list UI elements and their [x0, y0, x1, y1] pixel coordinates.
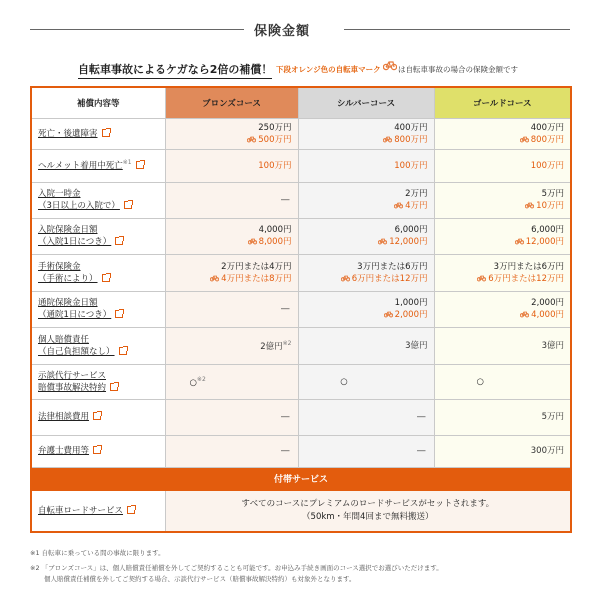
- row-label[interactable]: 入院保険金日額: [38, 225, 98, 235]
- bronze-value-cell: [165, 182, 298, 218]
- gold-value-cell: [434, 435, 571, 467]
- row-label[interactable]: 法律相談費用: [38, 412, 90, 422]
- bronze-value-cell: [165, 327, 298, 364]
- lead-text: 自転車事故によるケガなら2倍の補償！: [78, 61, 272, 79]
- amount: 300万円: [530, 446, 564, 456]
- row-sublabel[interactable]: （3日以上の入院で）: [38, 201, 120, 211]
- base-amount: 5万円: [541, 189, 564, 199]
- external-link-icon[interactable]: [127, 506, 135, 514]
- header-bronze: ブロンズコース: [165, 87, 298, 118]
- table-row: [31, 327, 571, 364]
- amount: ―: [281, 412, 290, 422]
- external-link-icon[interactable]: [115, 310, 123, 318]
- bicycle-amount: 4万円: [305, 200, 428, 212]
- bronze-value-cell: [165, 254, 298, 291]
- gold-value-cell: [434, 218, 571, 254]
- silver-value-cell: [298, 118, 434, 149]
- table-row: [31, 118, 571, 149]
- silver-value-cell: [298, 435, 434, 467]
- amount: ―: [417, 446, 426, 456]
- external-link-icon[interactable]: [93, 412, 101, 420]
- external-link-icon[interactable]: [119, 347, 127, 355]
- row-sublabel[interactable]: （入院1日につき）: [38, 237, 112, 247]
- footnote-2-cont: 個人賠償責任補償を外してご契約する場合、示談代行サービス（賠償事故解決特約）も対象外となります。: [44, 575, 356, 583]
- row-label-cell[interactable]: [31, 149, 165, 182]
- table-row: [31, 182, 571, 218]
- header-silver: シルバーコース: [298, 87, 434, 118]
- row-label-cell[interactable]: [31, 218, 165, 254]
- section-header: [0, 0, 600, 40]
- bicycle-amount: 10万円: [441, 200, 565, 212]
- table-row: [31, 149, 571, 182]
- header-gold: ゴールドコース: [434, 87, 571, 118]
- external-link-icon[interactable]: [124, 201, 132, 209]
- silver-value-cell: [298, 149, 434, 182]
- bronze-value-cell: [165, 149, 298, 182]
- bicycle-amount: 6万円または12万円: [441, 273, 565, 285]
- coverage-table: [30, 86, 572, 533]
- amount: ○: [189, 377, 197, 388]
- amount: ○: [476, 376, 484, 387]
- row-label[interactable]: 手術保険金: [38, 261, 81, 272]
- bronze-value-cell: [165, 364, 298, 399]
- amount: 100万円: [258, 160, 292, 171]
- base-amount: 3万円または6万円: [357, 261, 428, 272]
- table-row: [31, 254, 571, 291]
- row-label-cell[interactable]: [31, 327, 165, 364]
- row-label-cell[interactable]: [31, 435, 165, 467]
- amount: 100万円: [530, 160, 564, 171]
- external-link-icon[interactable]: [102, 129, 110, 137]
- row-sublabel[interactable]: （自己負担額なし）: [38, 346, 115, 357]
- amount-note: ※2: [196, 376, 206, 384]
- gold-value-cell: [434, 364, 571, 399]
- bicycle-amount: 800万円: [441, 134, 565, 146]
- row-sublabel[interactable]: （手術により）: [38, 273, 98, 284]
- section-title: 保険金額: [254, 24, 311, 39]
- amount: 100万円: [394, 160, 428, 171]
- bicycle-amount: 4万円または8万円: [172, 273, 292, 285]
- base-amount: 6,000円: [394, 225, 428, 235]
- silver-value-cell: [298, 364, 434, 399]
- gold-value-cell: [434, 182, 571, 218]
- sub-section-header: 付帯サービス: [31, 467, 571, 490]
- external-link-icon[interactable]: [93, 446, 101, 454]
- amount: ―: [281, 195, 290, 205]
- gold-value-cell: [434, 399, 571, 435]
- row-label-cell[interactable]: [31, 291, 165, 327]
- divider-left: [30, 29, 244, 30]
- row-label[interactable]: 個人賠償責任: [38, 334, 90, 345]
- bronze-value-cell: [165, 118, 298, 149]
- row-label[interactable]: 弁護士費用等: [38, 446, 90, 456]
- base-amount: 2,000円: [531, 298, 564, 308]
- bicycle-icon: [383, 59, 397, 74]
- footnote-1: ※1 自転車に乗っている間の事故に限ります。: [30, 549, 165, 557]
- external-link-icon[interactable]: [115, 237, 123, 245]
- bicycle-amount: 12,000円: [305, 236, 428, 248]
- bicycle-amount: 4,000円: [441, 309, 565, 321]
- row-label[interactable]: 死亡・後遺障害: [38, 128, 98, 139]
- external-link-icon[interactable]: [102, 274, 110, 282]
- gold-value-cell: [434, 254, 571, 291]
- road-service-line1: すべてのコースにプレミアムのロードサービスがセットされます。: [241, 498, 495, 509]
- base-amount: 3万円または6万円: [493, 261, 564, 272]
- gold-value-cell: [434, 149, 571, 182]
- bronze-value-cell: [165, 291, 298, 327]
- silver-value-cell: [298, 218, 434, 254]
- bicycle-note: は自転車事故の場合の保険金額です: [398, 65, 518, 74]
- amount: ―: [417, 412, 426, 422]
- subhead: [0, 40, 600, 82]
- road-service-label-cell[interactable]: [31, 490, 165, 532]
- table-row: [31, 218, 571, 254]
- base-amount: 6,000円: [531, 225, 564, 235]
- table-row: [31, 291, 571, 327]
- row-label[interactable]: 入院一時金: [38, 189, 81, 199]
- table-row: [31, 435, 571, 467]
- row-label[interactable]: ヘルメット着用中死亡: [38, 160, 123, 171]
- amount: 3億円: [541, 340, 564, 351]
- amount: ○: [340, 376, 348, 387]
- base-amount: 4,000円: [258, 225, 292, 235]
- base-amount: 2万円: [405, 189, 428, 199]
- bicycle-amount: 800万円: [305, 134, 428, 146]
- silver-value-cell: [298, 182, 434, 218]
- row-label[interactable]: 通院保険金日額: [38, 298, 98, 308]
- road-service-line2: （50km・年間4回まで無料搬送）: [302, 511, 434, 522]
- base-amount: 400万円: [530, 122, 564, 133]
- silver-value-cell: [298, 291, 434, 327]
- row-label-cell[interactable]: [31, 182, 165, 218]
- amount: 2億円: [260, 341, 283, 352]
- bronze-value-cell: [165, 399, 298, 435]
- bicycle-amount: 12,000円: [441, 236, 565, 248]
- base-amount: 400万円: [394, 122, 428, 133]
- table-row: [31, 364, 571, 399]
- row-sublabel[interactable]: 賠償事故解決特約: [38, 382, 107, 393]
- silver-value-cell: [298, 327, 434, 364]
- silver-value-cell: [298, 399, 434, 435]
- base-amount: 1,000円: [394, 298, 428, 308]
- row-label-cell[interactable]: [31, 118, 165, 149]
- bicycle-amount: 6万円または12万円: [305, 273, 428, 285]
- bronze-value-cell: [165, 218, 298, 254]
- silver-value-cell: [298, 254, 434, 291]
- road-service-link[interactable]: 自転車ロードサービス: [38, 505, 124, 516]
- row-sublabel[interactable]: （通院1日につき）: [38, 310, 112, 320]
- row-label[interactable]: 示談代行サービス: [38, 370, 107, 381]
- bicycle-amount: 500万円: [172, 134, 292, 146]
- external-link-icon[interactable]: [136, 161, 144, 169]
- gold-value-cell: [434, 327, 571, 364]
- external-link-icon[interactable]: [110, 383, 118, 391]
- gold-value-cell: [434, 291, 571, 327]
- footnote-2: ※2 「ブロンズコース」は、個人賠償責任補償を外してご契約することも可能です。お申込み手続き画面のコース選択でお選びいただけます。: [30, 564, 443, 572]
- amount: 5万円: [541, 412, 564, 422]
- road-service-value: [165, 490, 571, 532]
- bicycle-amount: 8,000円: [172, 236, 292, 248]
- amount-note: ※2: [282, 340, 292, 348]
- bronze-value-cell: [165, 435, 298, 467]
- row-label-cell[interactable]: [31, 364, 165, 399]
- header-coverage: 補償内容等: [31, 87, 165, 118]
- row-label-cell[interactable]: [31, 399, 165, 435]
- row-label-cell[interactable]: [31, 254, 165, 291]
- base-amount: 250万円: [258, 122, 292, 133]
- gold-value-cell: [434, 118, 571, 149]
- amount: 3億円: [405, 340, 428, 351]
- row-label-note: ※1: [122, 159, 132, 167]
- amount: ―: [281, 446, 290, 456]
- table-row: [31, 399, 571, 435]
- bicycle-amount: 2,000円: [305, 309, 428, 321]
- bicycle-note-orange: 下段オレンジ色の自転車マーク: [276, 65, 381, 74]
- divider-right: [344, 29, 570, 30]
- base-amount: 2万円または4万円: [221, 261, 292, 272]
- amount: ―: [281, 304, 290, 314]
